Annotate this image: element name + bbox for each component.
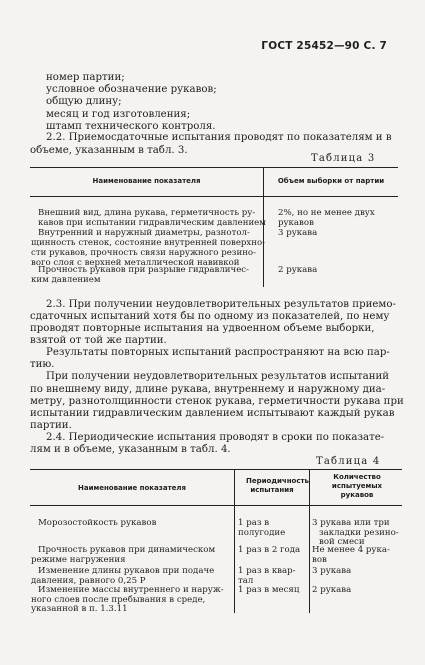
table-cell: Не менее 4 рука-: [312, 545, 390, 555]
table-cell: Прочность рукавов при разрыве гидравличес-: [38, 265, 250, 275]
paragraph-line: 2.3. При получении неудовлетворительных результатов приемо-: [46, 299, 396, 310]
table-cell: ким давлением: [31, 275, 101, 285]
table-cell: 1 раз в: [238, 518, 270, 528]
table-cell: Морозостойкость рукавов: [38, 518, 157, 528]
table-cell: вого слоя с верхней металлической навивкой: [31, 258, 240, 268]
table-4-header-rule: [30, 505, 402, 506]
table-cell: Внутренний и наружный диаметры, разнотол-: [38, 228, 250, 238]
table-3-header-volume: Объем выборки от партии: [277, 177, 385, 185]
paragraph-line: лям и в объеме, указанным в табл. 4.: [30, 444, 231, 455]
table-cell: 2 рукава: [278, 265, 318, 275]
table-cell: рукавов: [278, 218, 314, 228]
paragraph-line: сдаточных испытаний хотя бы по одному из показателей, по нему: [30, 311, 390, 322]
table-cell: давления, равного 0,25 P: [31, 576, 146, 586]
table-cell: полугодие: [238, 528, 286, 538]
table-cell: Внешний вид, длина рукава, герметичность ру-: [38, 208, 256, 218]
list-item: штамп технического контроля.: [46, 121, 216, 132]
table-3-label: Таблица 3: [311, 153, 376, 164]
paragraph-line: Результаты повторных испытаний распространяют на всю пар-: [46, 347, 390, 358]
table-cell: 1 раз в 2 года: [238, 545, 301, 555]
list-item: номер партии;: [46, 72, 125, 83]
table-cell: закладки резино-: [319, 528, 399, 538]
table-cell: вой смеси: [319, 537, 365, 547]
paragraph-line: тию.: [30, 359, 55, 370]
paragraph-line: испытании гидравлическим давлением испытывают каждый рукав: [30, 408, 395, 419]
table-cell: сти рукавов, прочность связи наружного резино-: [31, 248, 257, 258]
list-item: условное обозначение рукавов;: [46, 84, 217, 95]
table-4-column-divider: [234, 469, 235, 613]
table-3-header-name: Наименование показателя: [92, 177, 201, 185]
table-cell: указанной в п. 1.3.11: [31, 604, 128, 614]
table-cell: 3 рукава: [312, 566, 352, 576]
page-header: ГОСТ 25452—90 С. 7: [261, 40, 387, 52]
list-item: общую длину;: [46, 96, 122, 107]
table-cell: 2 рукава: [312, 585, 352, 595]
table-cell: Изменение массы внутреннего и наруж-: [38, 585, 224, 595]
list-item: месяц и год изготовления;: [46, 109, 191, 120]
table-cell: режиме нагружения: [31, 555, 126, 565]
table-4-column-divider: [309, 469, 310, 613]
paragraph-line: метру, разнотолщинности стенок рукава, герметичности рукава при: [30, 396, 404, 407]
paragraph-line: по внешнему виду, длине рукава, внутреннему и наружному диа-: [30, 384, 386, 395]
table-cell: щинность стенок, состояние внутренней поверхно-: [31, 238, 266, 248]
table-3-top-rule: [30, 167, 398, 168]
table-4-header-name: Наименование показателя: [77, 484, 187, 492]
paragraph-line: 2.2. Приемосдаточные испытания проводят по показателям и в: [46, 132, 392, 143]
table-cell: Прочность рукавов при динамическом: [38, 545, 216, 555]
table-cell: ного слоев после пребывания в среде,: [31, 595, 206, 605]
table-cell: тал: [238, 576, 254, 586]
table-cell: 1 раз в квар-: [238, 566, 296, 576]
table-cell: вов: [312, 555, 327, 565]
table-cell: 3 рукава или три: [312, 518, 390, 528]
table-4-header-period: Периодичность испытания: [246, 477, 309, 494]
paragraph-line: При получении неудовлетворительных результатов испытаний: [46, 371, 390, 382]
table-cell: Изменение длины рукавов при подаче: [38, 566, 215, 576]
paragraph-line: 2.4. Периодические испытания проводят в сроки по показате-: [46, 432, 385, 443]
table-cell: 2%, но не менее двух: [278, 208, 375, 218]
paragraph-line: проводят повторные испытания на удвоенном объеме выборки,: [30, 323, 375, 334]
paragraph-line: объеме, указанным в табл. 3.: [30, 145, 188, 156]
paragraph-line: партии.: [30, 420, 72, 431]
table-cell: 1 раз в месяц: [238, 585, 300, 595]
table-4-header-quantity: Количество испытуемых рукавов: [331, 473, 383, 499]
paragraph-line: взятой от той же партии.: [30, 335, 167, 346]
table-4-label: Таблица 4: [316, 456, 381, 467]
table-3-header-rule: [30, 196, 398, 197]
table-4-top-rule: [30, 469, 402, 470]
table-cell: 3 рукава: [278, 228, 318, 238]
table-cell: кавов при испытании гидравлическим давлением: [38, 218, 266, 228]
